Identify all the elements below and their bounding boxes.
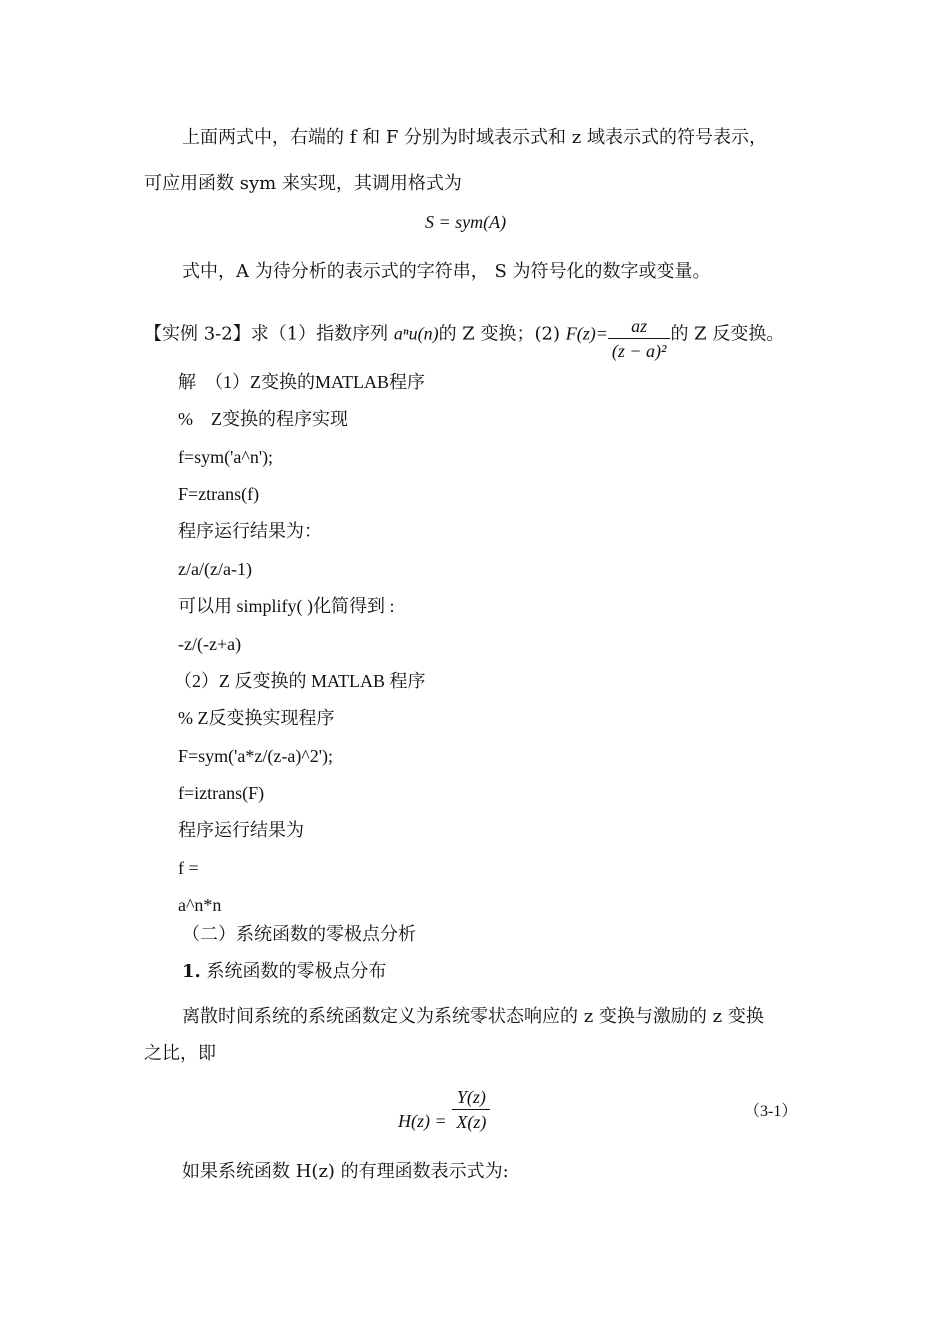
code-line: 程序运行结果为: [178, 820, 304, 840]
example-text: 的 Z 变换；(2): [438, 323, 561, 345]
example-label: 【实例 3-2】: [144, 323, 251, 345]
paragraph-line: 如果系统函数 H(z) 的有理函数表示式为:: [182, 1161, 509, 1182]
sequence-expression: aⁿu(n): [393, 323, 439, 344]
equation-lhs: H(z) =: [398, 1110, 447, 1131]
equation-sym: S = sym(A): [425, 212, 507, 232]
equation-3-1: [398, 1085, 490, 1133]
subsection-number: 1.: [182, 961, 201, 982]
code-line: F=sym('a*z/(z-a)^2');: [178, 746, 334, 766]
code-line: z/a/(z/a-1): [178, 559, 252, 579]
code-line: f =: [178, 858, 199, 878]
code-line: 解 （1）Z变换的MATLAB程序: [178, 372, 425, 392]
code-line: f=iztrans(F): [178, 783, 265, 803]
fraction-denominator: X(z): [452, 1109, 490, 1134]
code-line: f=sym('a^n');: [178, 447, 274, 467]
example-text: 的 Z 反变换。: [670, 323, 785, 345]
fraction-numerator: az: [631, 316, 648, 336]
code-line: % Z变换的程序实现: [178, 409, 348, 429]
paragraph-line: 离散时间系统的系统函数定义为系统零状态响应的 z 变换与激励的 z 变换: [182, 1006, 764, 1027]
paragraph-line: 上面两式中，右端的 f 和 F 分别为时域表示式和 z 域表示式的符号表示，: [182, 127, 767, 148]
transfer-lhs: F(z)=: [565, 323, 608, 344]
code-line: -z/(-z+a): [178, 634, 242, 654]
code-line: % Z反变换实现程序: [178, 708, 335, 728]
example-text: 求（1）指数序列: [250, 323, 389, 345]
code-line: 可以用 simplify( )化简得到 :: [178, 596, 395, 616]
paragraph-line: 之比，即: [144, 1043, 216, 1064]
fraction-denominator: (z − a)²: [608, 338, 671, 363]
fraction: [608, 314, 671, 363]
fraction: [452, 1085, 490, 1134]
fraction-numerator: Y(z): [456, 1087, 486, 1107]
paragraph-line: 可应用函数 sym 来实现，其调用格式为: [144, 173, 462, 194]
subsection-title: 系统函数的零极点分布: [206, 961, 387, 982]
code-line: （2）Z 反变换的 MATLAB 程序: [174, 671, 426, 691]
paragraph-line: 式中，A 为待分析的表示式的字符串， S 为符号化的数字或变量。: [182, 261, 711, 282]
example-line: [144, 310, 785, 361]
subsection-heading: [182, 960, 387, 984]
code-line: 程序运行结果为：: [178, 521, 322, 541]
code-line: F=ztrans(f): [178, 484, 260, 504]
equation-number: （3-1）: [744, 1103, 798, 1120]
code-line: a^n*n: [178, 895, 222, 915]
section-heading: （二）系统函数的零极点分析: [182, 924, 416, 945]
